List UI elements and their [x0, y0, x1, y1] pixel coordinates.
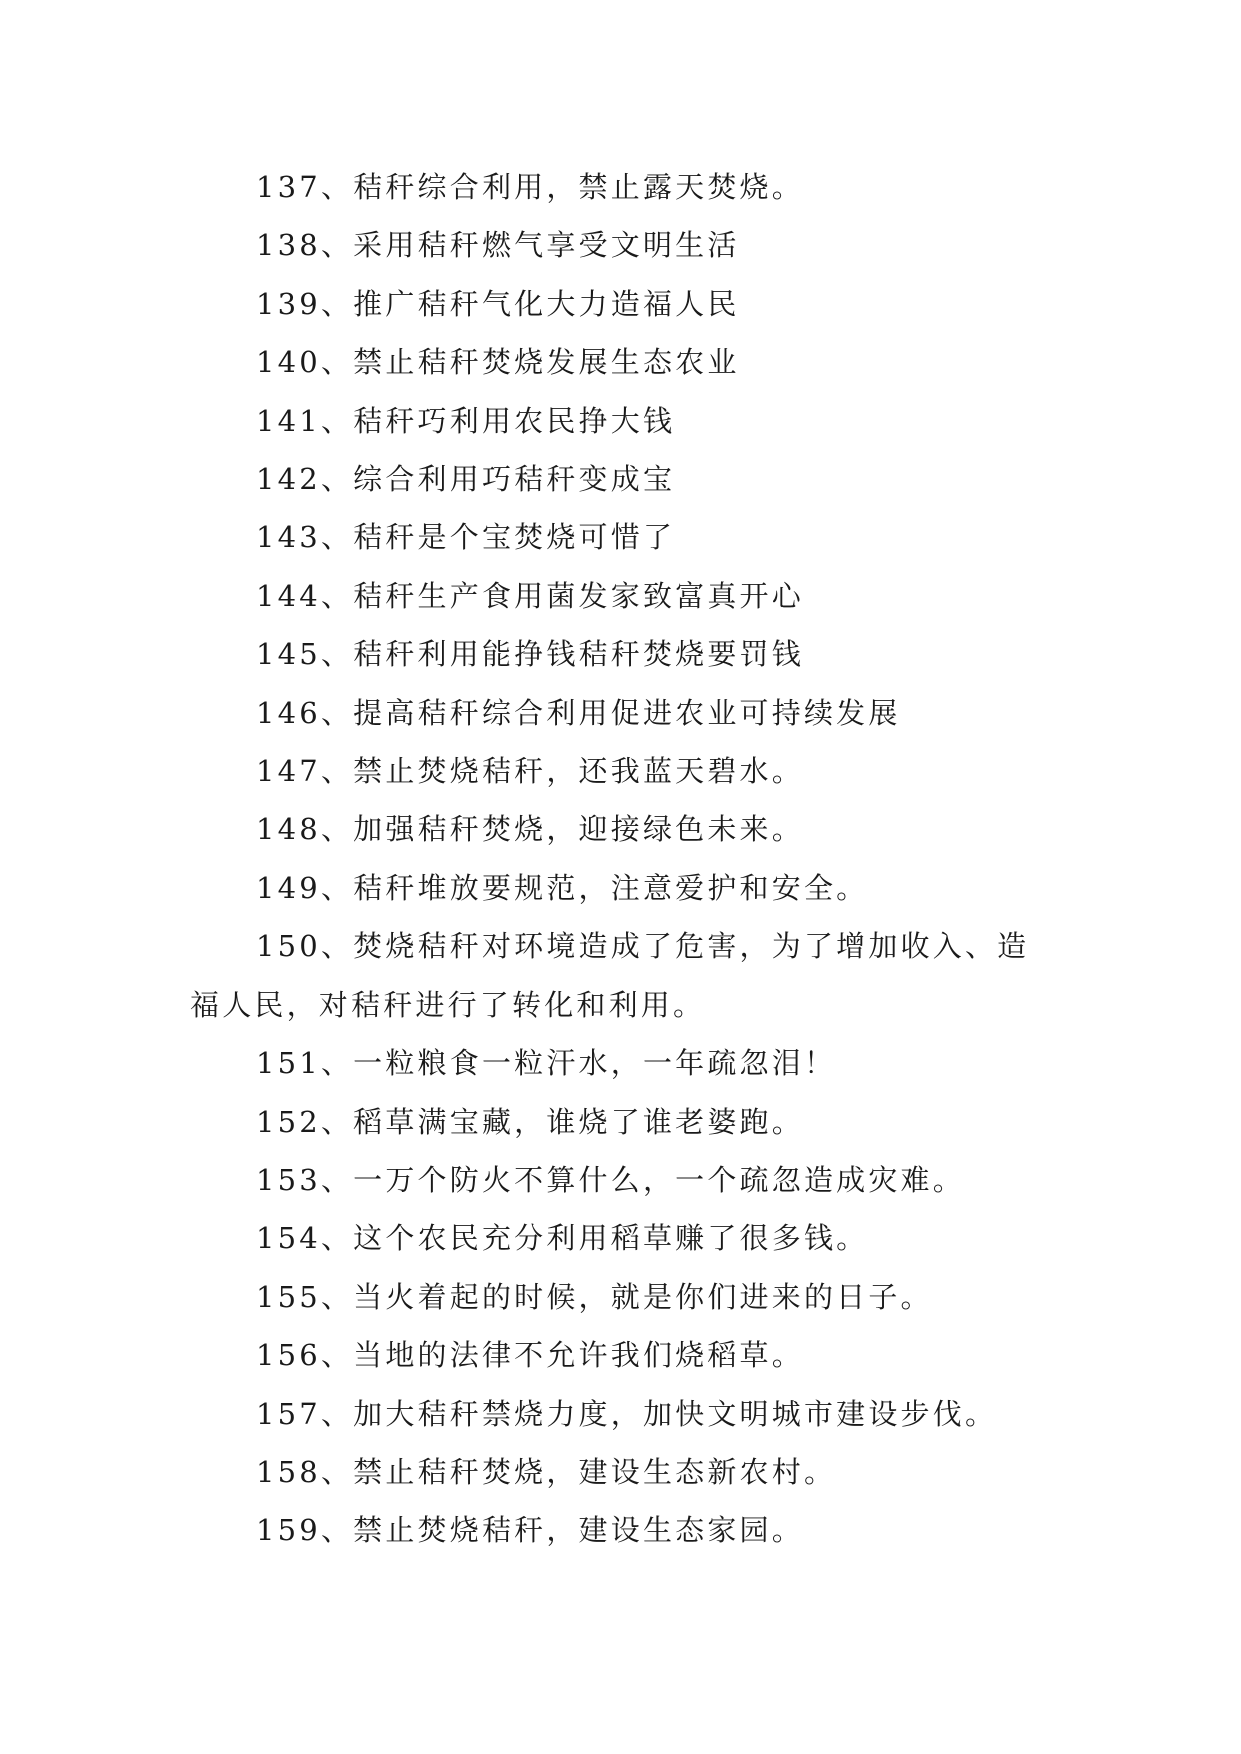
slogan-item: 147、禁止焚烧秸秆，还我蓝天碧水。: [256, 754, 804, 789]
slogan-item: 141、秸秆巧利用农民挣大钱: [256, 403, 676, 438]
slogan-item: 144、秸秆生产食用菌发家致富真开心: [256, 578, 804, 613]
slogan-item: 142、综合利用巧秸秆变成宝: [256, 462, 676, 497]
slogan-item: 151、一粒粮食一粒汗水，一年疏忽泪！: [256, 1046, 837, 1081]
slogan-item: 159、禁止焚烧秸秆，建设生态家园。: [256, 1513, 804, 1548]
slogan-item: 152、稻草满宝藏，谁烧了谁老婆跑。: [256, 1104, 804, 1139]
slogan-item: 156、当地的法律不允许我们烧稻草。: [256, 1338, 804, 1373]
document-body: [190, 158, 1050, 1560]
slogan-item: 154、这个农民充分利用稻草赚了很多钱。: [256, 1221, 869, 1256]
slogan-item: 150、焚烧秸秆对环境造成了危害，为了增加收入、造福人民，对秸秆进行了转化和利用。: [190, 929, 1030, 1022]
slogan-item: 157、加大秸秆禁烧力度，加快文明城市建设步伐。: [256, 1396, 998, 1431]
slogan-item: 149、秸秆堆放要规范，注意爱护和安全。: [256, 870, 869, 905]
slogan-item: 138、采用秸秆燃气享受文明生活: [256, 228, 740, 263]
slogan-item: 140、禁止秸秆焚烧发展生态农业: [256, 345, 740, 380]
slogan-item: 137、秸秆综合利用，禁止露天焚烧。: [256, 170, 804, 204]
slogan-item: 148、加强秸秆焚烧，迎接绿色未来。: [256, 812, 804, 847]
slogan-item: 146、提高秸秆综合利用促进农业可持续发展: [256, 695, 901, 730]
slogan-item: 158、禁止秸秆焚烧，建设生态新农村。: [256, 1454, 837, 1489]
slogan-item: 155、当火着起的时候，就是你们进来的日子。: [256, 1279, 933, 1314]
slogan-item: 143、秸秆是个宝焚烧可惜了: [256, 520, 676, 555]
slogan-item: 139、推广秸秆气化大力造福人民: [256, 286, 740, 321]
slogan-item: 153、一万个防火不算什么，一个疏忽造成灾难。: [256, 1162, 965, 1197]
slogan-item: 145、秸秆利用能挣钱秸秆焚烧要罚钱: [256, 637, 804, 672]
